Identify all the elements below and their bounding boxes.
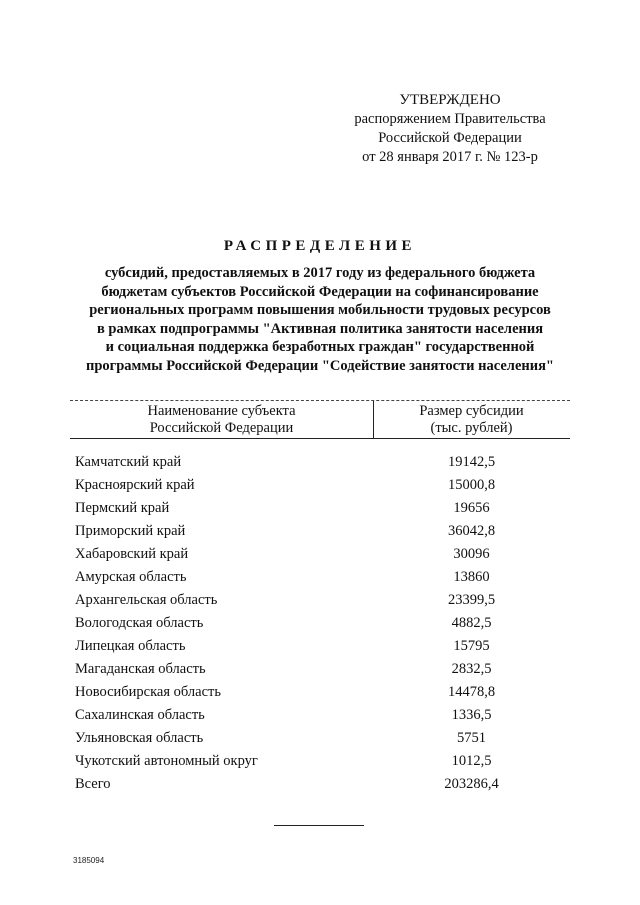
table-row [70, 520, 570, 543]
row-subsidy-amount: 19142,5 [447, 454, 496, 470]
table-body [70, 451, 570, 796]
header-subject-name [70, 401, 373, 438]
row-subsidy-amount: 4882,5 [451, 615, 492, 631]
row-subject-name: Архангельская область [75, 592, 218, 608]
table-header [70, 401, 570, 439]
table-row [70, 750, 570, 773]
document-code: 3185094 [73, 856, 105, 865]
row-subsidy-amount: 19656 [453, 500, 490, 516]
subtitle-line: и социальная поддержка безработных граждан" государственной [105, 339, 535, 356]
subtitle-line: субсидий, предоставляемых в 2017 году из федерального бюджета [104, 265, 536, 281]
table-row [70, 566, 570, 589]
table-row [70, 681, 570, 704]
row-subject-name: Чукотский автономный округ [75, 753, 258, 769]
header-subsidy-amount [373, 401, 570, 438]
table-row [70, 635, 570, 658]
row-subject-name: Сахалинская область [75, 707, 205, 723]
row-subject-name: Новосибирская область [75, 684, 221, 700]
header-subject-name-line-1: Наименование субъекта [147, 403, 296, 419]
approval-block [330, 91, 570, 167]
row-subject-name: Липецкая область [75, 638, 186, 654]
row-subject-name: Вологодская область [75, 615, 204, 631]
table-row-total [70, 773, 570, 796]
row-subject-name: Приморский край [75, 523, 186, 539]
row-subsidy-amount: 30096 [453, 546, 490, 562]
subsidy-table [70, 400, 570, 796]
header-subsidy-amount-line-1: Размер субсидии [419, 403, 524, 419]
approval-line-3: от 28 января 2017 г. № 123-р [362, 149, 538, 165]
table-row [70, 451, 570, 474]
subtitle-line: бюджетам субъектов Российской Федерации на софинансирование [101, 283, 539, 300]
row-subsidy-amount: 1336,5 [451, 707, 492, 723]
row-subsidy-amount: 15795 [453, 638, 490, 654]
row-total-amount: 203286,4 [444, 776, 499, 792]
row-subsidy-amount: 13860 [453, 569, 490, 585]
row-subsidy-amount: 1012,5 [451, 753, 492, 769]
document-title: РАСПРЕДЕЛЕНИЕ [223, 238, 417, 254]
table-row [70, 612, 570, 635]
header-subsidy-amount-line-2: (тыс. рублей) [430, 420, 513, 436]
row-subject-name: Красноярский край [75, 477, 195, 493]
table-row [70, 474, 570, 497]
approval-line-2: Российской Федерации [378, 130, 522, 146]
table-row [70, 497, 570, 520]
row-subsidy-amount: 2832,5 [451, 661, 492, 677]
document-subtitle [40, 264, 600, 376]
row-subsidy-amount: 5751 [457, 730, 486, 746]
row-total-label: Всего [75, 776, 111, 792]
row-subject-name: Хабаровский край [75, 546, 189, 562]
table-row [70, 658, 570, 681]
row-subsidy-amount: 14478,8 [447, 684, 496, 700]
row-subject-name: Камчатский край [75, 454, 182, 470]
row-subject-name: Ульяновская область [75, 730, 204, 746]
column-divider [373, 401, 374, 438]
table-row [70, 589, 570, 612]
subtitle-line: в рамках подпрограммы "Активная политика занятости населения [96, 320, 544, 337]
approval-line-1: распоряжением Правительства [354, 111, 546, 127]
row-subsidy-amount: 36042,8 [447, 523, 496, 539]
subtitle-line: региональных программ повышения мобильности трудовых ресурсов [89, 302, 551, 319]
table-row [70, 704, 570, 727]
row-subject-name: Магаданская область [75, 661, 206, 677]
table-row [70, 727, 570, 750]
header-subject-name-line-2: Российской Федерации [149, 420, 294, 436]
row-subsidy-amount: 23399,5 [447, 592, 496, 608]
row-subsidy-amount: 15000,8 [447, 477, 496, 493]
row-subject-name: Пермский край [75, 500, 170, 516]
approval-heading: УТВЕРЖДЕНО [399, 92, 501, 108]
table-row [70, 543, 570, 566]
row-subject-name: Амурская область [75, 569, 187, 585]
subtitle-line: программы Российской Федерации "Содействие занятости населения" [85, 357, 554, 374]
end-divider-line [274, 825, 364, 826]
